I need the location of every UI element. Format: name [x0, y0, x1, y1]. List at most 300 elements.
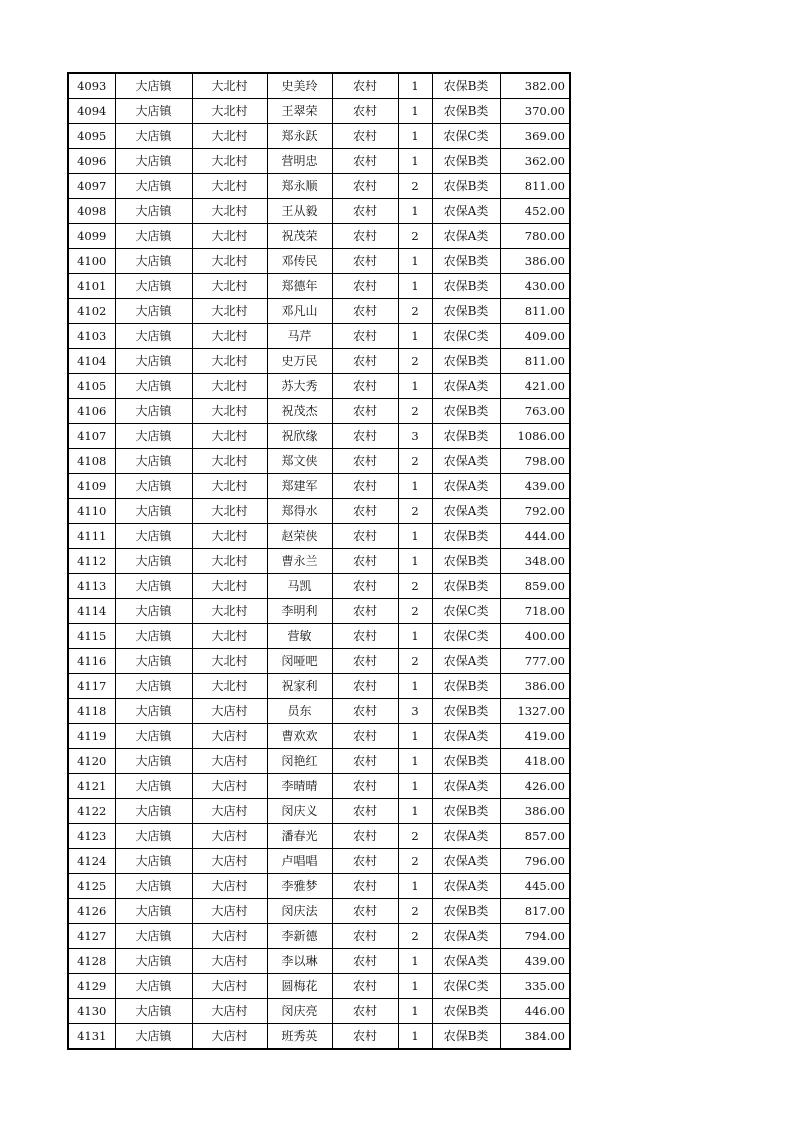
- table-row: [68, 724, 570, 749]
- member-count-cell: 2: [398, 224, 432, 249]
- amount-cell: 811.00: [500, 174, 570, 199]
- household-type-cell: 农村: [332, 949, 398, 974]
- amount-cell: 439.00: [500, 474, 570, 499]
- amount-cell: 426.00: [500, 774, 570, 799]
- row-number-cell: 4115: [68, 624, 115, 649]
- household-type-cell: 农村: [332, 199, 398, 224]
- household-type-cell: 农村: [332, 399, 398, 424]
- row-number-cell: 4120: [68, 749, 115, 774]
- village-cell: 大店村: [192, 924, 267, 949]
- village-cell: 大店村: [192, 899, 267, 924]
- name-cell: 郑建军: [267, 474, 332, 499]
- amount-cell: 362.00: [500, 149, 570, 174]
- name-cell: 郑得水: [267, 499, 332, 524]
- category-cell: 农保B类: [432, 574, 500, 599]
- row-number-cell: 4104: [68, 349, 115, 374]
- member-count-cell: 2: [398, 574, 432, 599]
- member-count-cell: 2: [398, 649, 432, 674]
- row-number-cell: 4095: [68, 124, 115, 149]
- row-number-cell: 4097: [68, 174, 115, 199]
- town-cell: 大店镇: [115, 624, 192, 649]
- town-cell: 大店镇: [115, 424, 192, 449]
- household-type-cell: 农村: [332, 349, 398, 374]
- town-cell: 大店镇: [115, 399, 192, 424]
- member-count-cell: 1: [398, 674, 432, 699]
- table-row: [68, 824, 570, 849]
- village-cell: 大北村: [192, 499, 267, 524]
- category-cell: 农保A类: [432, 374, 500, 399]
- village-cell: 大北村: [192, 99, 267, 124]
- village-cell: 大店村: [192, 749, 267, 774]
- name-cell: 邓传民: [267, 249, 332, 274]
- amount-cell: 421.00: [500, 374, 570, 399]
- village-cell: 大店村: [192, 999, 267, 1024]
- row-number-cell: 4128: [68, 949, 115, 974]
- town-cell: 大店镇: [115, 1024, 192, 1050]
- member-count-cell: 2: [398, 174, 432, 199]
- household-type-cell: 农村: [332, 799, 398, 824]
- village-cell: 大北村: [192, 474, 267, 499]
- member-count-cell: 2: [398, 849, 432, 874]
- household-type-cell: 农村: [332, 374, 398, 399]
- name-cell: 史万民: [267, 349, 332, 374]
- category-cell: 农保B类: [432, 149, 500, 174]
- table-row: [68, 249, 570, 274]
- name-cell: 圆梅花: [267, 974, 332, 999]
- table-row: [68, 124, 570, 149]
- row-number-cell: 4122: [68, 799, 115, 824]
- amount-cell: 763.00: [500, 399, 570, 424]
- village-cell: 大北村: [192, 449, 267, 474]
- household-type-cell: 农村: [332, 674, 398, 699]
- village-cell: 大北村: [192, 524, 267, 549]
- household-type-cell: 农村: [332, 599, 398, 624]
- name-cell: 王从毅: [267, 199, 332, 224]
- town-cell: 大店镇: [115, 724, 192, 749]
- name-cell: 马凯: [267, 574, 332, 599]
- village-cell: 大北村: [192, 674, 267, 699]
- category-cell: 农保B类: [432, 424, 500, 449]
- member-count-cell: 1: [398, 274, 432, 299]
- name-cell: 班秀英: [267, 1024, 332, 1050]
- town-cell: 大店镇: [115, 849, 192, 874]
- category-cell: 农保C类: [432, 974, 500, 999]
- name-cell: 李新德: [267, 924, 332, 949]
- member-count-cell: 1: [398, 874, 432, 899]
- name-cell: 苏大秀: [267, 374, 332, 399]
- category-cell: 农保A类: [432, 874, 500, 899]
- row-number-cell: 4110: [68, 499, 115, 524]
- name-cell: 赵荣侠: [267, 524, 332, 549]
- category-cell: 农保B类: [432, 274, 500, 299]
- row-number-cell: 4125: [68, 874, 115, 899]
- town-cell: 大店镇: [115, 799, 192, 824]
- category-cell: 农保A类: [432, 824, 500, 849]
- name-cell: 李晴晴: [267, 774, 332, 799]
- town-cell: 大店镇: [115, 974, 192, 999]
- amount-cell: 777.00: [500, 649, 570, 674]
- village-cell: 大北村: [192, 299, 267, 324]
- amount-cell: 386.00: [500, 249, 570, 274]
- amount-cell: 386.00: [500, 799, 570, 824]
- household-type-cell: 农村: [332, 499, 398, 524]
- category-cell: 农保A类: [432, 474, 500, 499]
- household-type-cell: 农村: [332, 749, 398, 774]
- member-count-cell: 2: [398, 299, 432, 324]
- name-cell: 史美玲: [267, 73, 332, 99]
- member-count-cell: 1: [398, 724, 432, 749]
- name-cell: 曹永兰: [267, 549, 332, 574]
- name-cell: 营明忠: [267, 149, 332, 174]
- household-type-cell: 农村: [332, 474, 398, 499]
- amount-cell: 384.00: [500, 1024, 570, 1050]
- name-cell: 郑永跃: [267, 124, 332, 149]
- amount-cell: 1086.00: [500, 424, 570, 449]
- town-cell: 大店镇: [115, 649, 192, 674]
- household-type-cell: 农村: [332, 1024, 398, 1050]
- amount-cell: 439.00: [500, 949, 570, 974]
- household-type-cell: 农村: [332, 174, 398, 199]
- household-type-cell: 农村: [332, 224, 398, 249]
- village-cell: 大店村: [192, 799, 267, 824]
- table-row: [68, 749, 570, 774]
- table-row: [68, 674, 570, 699]
- category-cell: 农保A类: [432, 449, 500, 474]
- member-count-cell: 2: [398, 449, 432, 474]
- amount-cell: 382.00: [500, 73, 570, 99]
- name-cell: 闵庆法: [267, 899, 332, 924]
- table-row: [68, 899, 570, 924]
- town-cell: 大店镇: [115, 174, 192, 199]
- town-cell: 大店镇: [115, 924, 192, 949]
- member-count-cell: 1: [398, 199, 432, 224]
- village-cell: 大北村: [192, 549, 267, 574]
- town-cell: 大店镇: [115, 899, 192, 924]
- table-row: [68, 624, 570, 649]
- table-row: [68, 924, 570, 949]
- row-number-cell: 4121: [68, 774, 115, 799]
- table-row: [68, 199, 570, 224]
- row-number-cell: 4102: [68, 299, 115, 324]
- row-number-cell: 4105: [68, 374, 115, 399]
- row-number-cell: 4113: [68, 574, 115, 599]
- name-cell: 马芹: [267, 324, 332, 349]
- member-count-cell: 2: [398, 599, 432, 624]
- member-count-cell: 1: [398, 99, 432, 124]
- category-cell: 农保A类: [432, 649, 500, 674]
- table-row: [68, 649, 570, 674]
- village-cell: 大北村: [192, 73, 267, 99]
- village-cell: 大店村: [192, 874, 267, 899]
- village-cell: 大店村: [192, 949, 267, 974]
- member-count-cell: 1: [398, 249, 432, 274]
- household-type-cell: 农村: [332, 149, 398, 174]
- village-cell: 大店村: [192, 699, 267, 724]
- name-cell: 李明利: [267, 599, 332, 624]
- row-number-cell: 4127: [68, 924, 115, 949]
- amount-cell: 386.00: [500, 674, 570, 699]
- name-cell: 曹欢欢: [267, 724, 332, 749]
- row-number-cell: 4126: [68, 899, 115, 924]
- name-cell: 郑文侠: [267, 449, 332, 474]
- household-type-cell: 农村: [332, 274, 398, 299]
- village-cell: 大北村: [192, 574, 267, 599]
- member-count-cell: 1: [398, 73, 432, 99]
- table-row: [68, 1024, 570, 1050]
- row-number-cell: 4108: [68, 449, 115, 474]
- village-cell: 大北村: [192, 624, 267, 649]
- town-cell: 大店镇: [115, 999, 192, 1024]
- row-number-cell: 4129: [68, 974, 115, 999]
- village-cell: 大北村: [192, 149, 267, 174]
- member-count-cell: 1: [398, 324, 432, 349]
- amount-cell: 418.00: [500, 749, 570, 774]
- household-type-cell: 农村: [332, 974, 398, 999]
- village-cell: 大店村: [192, 974, 267, 999]
- amount-cell: 419.00: [500, 724, 570, 749]
- town-cell: 大店镇: [115, 474, 192, 499]
- village-cell: 大北村: [192, 374, 267, 399]
- name-cell: 李以琳: [267, 949, 332, 974]
- town-cell: 大店镇: [115, 99, 192, 124]
- amount-cell: 348.00: [500, 549, 570, 574]
- member-count-cell: 1: [398, 624, 432, 649]
- amount-cell: 452.00: [500, 199, 570, 224]
- town-cell: 大店镇: [115, 524, 192, 549]
- town-cell: 大店镇: [115, 549, 192, 574]
- category-cell: 农保A类: [432, 224, 500, 249]
- table-row: [68, 73, 570, 99]
- household-type-cell: 农村: [332, 449, 398, 474]
- amount-cell: 369.00: [500, 124, 570, 149]
- town-cell: 大店镇: [115, 574, 192, 599]
- name-cell: 王翠荣: [267, 99, 332, 124]
- amount-cell: 430.00: [500, 274, 570, 299]
- row-number-cell: 4096: [68, 149, 115, 174]
- town-cell: 大店镇: [115, 824, 192, 849]
- amount-cell: 811.00: [500, 299, 570, 324]
- village-cell: 大北村: [192, 399, 267, 424]
- category-cell: 农保A类: [432, 949, 500, 974]
- amount-cell: 798.00: [500, 449, 570, 474]
- row-number-cell: 4101: [68, 274, 115, 299]
- village-cell: 大北村: [192, 199, 267, 224]
- town-cell: 大店镇: [115, 374, 192, 399]
- beneficiary-table: [67, 72, 571, 1050]
- category-cell: 农保B类: [432, 249, 500, 274]
- category-cell: 农保B类: [432, 674, 500, 699]
- town-cell: 大店镇: [115, 299, 192, 324]
- household-type-cell: 农村: [332, 73, 398, 99]
- town-cell: 大店镇: [115, 749, 192, 774]
- name-cell: 郑永顺: [267, 174, 332, 199]
- category-cell: 农保C类: [432, 124, 500, 149]
- household-type-cell: 农村: [332, 124, 398, 149]
- amount-cell: 857.00: [500, 824, 570, 849]
- table-row: [68, 449, 570, 474]
- table-row: [68, 599, 570, 624]
- member-count-cell: 3: [398, 699, 432, 724]
- household-type-cell: 农村: [332, 774, 398, 799]
- row-number-cell: 4109: [68, 474, 115, 499]
- town-cell: 大店镇: [115, 224, 192, 249]
- row-number-cell: 4107: [68, 424, 115, 449]
- category-cell: 农保B类: [432, 999, 500, 1024]
- village-cell: 大北村: [192, 424, 267, 449]
- row-number-cell: 4111: [68, 524, 115, 549]
- household-type-cell: 农村: [332, 999, 398, 1024]
- household-type-cell: 农村: [332, 524, 398, 549]
- amount-cell: 792.00: [500, 499, 570, 524]
- table-row: [68, 324, 570, 349]
- table-row: [68, 699, 570, 724]
- town-cell: 大店镇: [115, 599, 192, 624]
- row-number-cell: 4114: [68, 599, 115, 624]
- name-cell: 卢唱唱: [267, 849, 332, 874]
- village-cell: 大北村: [192, 324, 267, 349]
- town-cell: 大店镇: [115, 699, 192, 724]
- village-cell: 大北村: [192, 174, 267, 199]
- category-cell: 农保A类: [432, 499, 500, 524]
- member-count-cell: 2: [398, 499, 432, 524]
- town-cell: 大店镇: [115, 874, 192, 899]
- member-count-cell: 1: [398, 749, 432, 774]
- category-cell: 农保A类: [432, 724, 500, 749]
- household-type-cell: 农村: [332, 924, 398, 949]
- name-cell: 祝茂杰: [267, 399, 332, 424]
- row-number-cell: 4117: [68, 674, 115, 699]
- name-cell: 潘春光: [267, 824, 332, 849]
- household-type-cell: 农村: [332, 874, 398, 899]
- row-number-cell: 4118: [68, 699, 115, 724]
- member-count-cell: 1: [398, 974, 432, 999]
- row-number-cell: 4116: [68, 649, 115, 674]
- name-cell: 李雅梦: [267, 874, 332, 899]
- member-count-cell: 2: [398, 824, 432, 849]
- table-row: [68, 949, 570, 974]
- category-cell: 农保B类: [432, 799, 500, 824]
- amount-cell: 859.00: [500, 574, 570, 599]
- name-cell: 闵庆义: [267, 799, 332, 824]
- table-row: [68, 549, 570, 574]
- name-cell: 员东: [267, 699, 332, 724]
- town-cell: 大店镇: [115, 349, 192, 374]
- table-row: [68, 999, 570, 1024]
- row-number-cell: 4130: [68, 999, 115, 1024]
- town-cell: 大店镇: [115, 449, 192, 474]
- row-number-cell: 4119: [68, 724, 115, 749]
- village-cell: 大北村: [192, 599, 267, 624]
- amount-cell: 335.00: [500, 974, 570, 999]
- table-row: [68, 799, 570, 824]
- table-row: [68, 874, 570, 899]
- town-cell: 大店镇: [115, 199, 192, 224]
- member-count-cell: 1: [398, 124, 432, 149]
- village-cell: 大店村: [192, 849, 267, 874]
- village-cell: 大北村: [192, 274, 267, 299]
- category-cell: 农保B类: [432, 899, 500, 924]
- row-number-cell: 4098: [68, 199, 115, 224]
- table-row: [68, 499, 570, 524]
- name-cell: 郑德年: [267, 274, 332, 299]
- category-cell: 农保C类: [432, 624, 500, 649]
- member-count-cell: 1: [398, 1024, 432, 1050]
- row-number-cell: 4103: [68, 324, 115, 349]
- village-cell: 大北村: [192, 124, 267, 149]
- town-cell: 大店镇: [115, 674, 192, 699]
- table-row: [68, 274, 570, 299]
- name-cell: 闵艳红: [267, 749, 332, 774]
- amount-cell: 444.00: [500, 524, 570, 549]
- table-row: [68, 399, 570, 424]
- table-row: [68, 774, 570, 799]
- village-cell: 大店村: [192, 1024, 267, 1050]
- table-row: [68, 224, 570, 249]
- village-cell: 大北村: [192, 349, 267, 374]
- name-cell: 祝家利: [267, 674, 332, 699]
- member-count-cell: 1: [398, 774, 432, 799]
- village-cell: 大店村: [192, 824, 267, 849]
- village-cell: 大北村: [192, 649, 267, 674]
- category-cell: 农保B类: [432, 299, 500, 324]
- member-count-cell: 3: [398, 424, 432, 449]
- row-number-cell: 4131: [68, 1024, 115, 1050]
- village-cell: 大店村: [192, 724, 267, 749]
- town-cell: 大店镇: [115, 73, 192, 99]
- member-count-cell: 1: [398, 949, 432, 974]
- member-count-cell: 2: [398, 899, 432, 924]
- category-cell: 农保A类: [432, 774, 500, 799]
- town-cell: 大店镇: [115, 249, 192, 274]
- table-row: [68, 349, 570, 374]
- town-cell: 大店镇: [115, 499, 192, 524]
- amount-cell: 796.00: [500, 849, 570, 874]
- row-number-cell: 4124: [68, 849, 115, 874]
- member-count-cell: 1: [398, 999, 432, 1024]
- amount-cell: 794.00: [500, 924, 570, 949]
- amount-cell: 409.00: [500, 324, 570, 349]
- member-count-cell: 1: [398, 149, 432, 174]
- household-type-cell: 农村: [332, 324, 398, 349]
- category-cell: 农保A类: [432, 849, 500, 874]
- household-type-cell: 农村: [332, 574, 398, 599]
- row-number-cell: 4093: [68, 73, 115, 99]
- table-row: [68, 99, 570, 124]
- name-cell: 营敏: [267, 624, 332, 649]
- household-type-cell: 农村: [332, 699, 398, 724]
- category-cell: 农保B类: [432, 549, 500, 574]
- household-type-cell: 农村: [332, 649, 398, 674]
- member-count-cell: 1: [398, 524, 432, 549]
- table-row: [68, 149, 570, 174]
- category-cell: 农保B类: [432, 524, 500, 549]
- household-type-cell: 农村: [332, 249, 398, 274]
- member-count-cell: 1: [398, 549, 432, 574]
- amount-cell: 718.00: [500, 599, 570, 624]
- household-type-cell: 农村: [332, 624, 398, 649]
- name-cell: 闵哑吧: [267, 649, 332, 674]
- name-cell: 闵庆亮: [267, 999, 332, 1024]
- row-number-cell: 4100: [68, 249, 115, 274]
- table-body: [68, 73, 570, 1049]
- member-count-cell: 2: [398, 924, 432, 949]
- table-row: [68, 299, 570, 324]
- category-cell: 农保B类: [432, 399, 500, 424]
- table-row: [68, 424, 570, 449]
- amount-cell: 780.00: [500, 224, 570, 249]
- name-cell: 邓凡山: [267, 299, 332, 324]
- category-cell: 农保B类: [432, 1024, 500, 1050]
